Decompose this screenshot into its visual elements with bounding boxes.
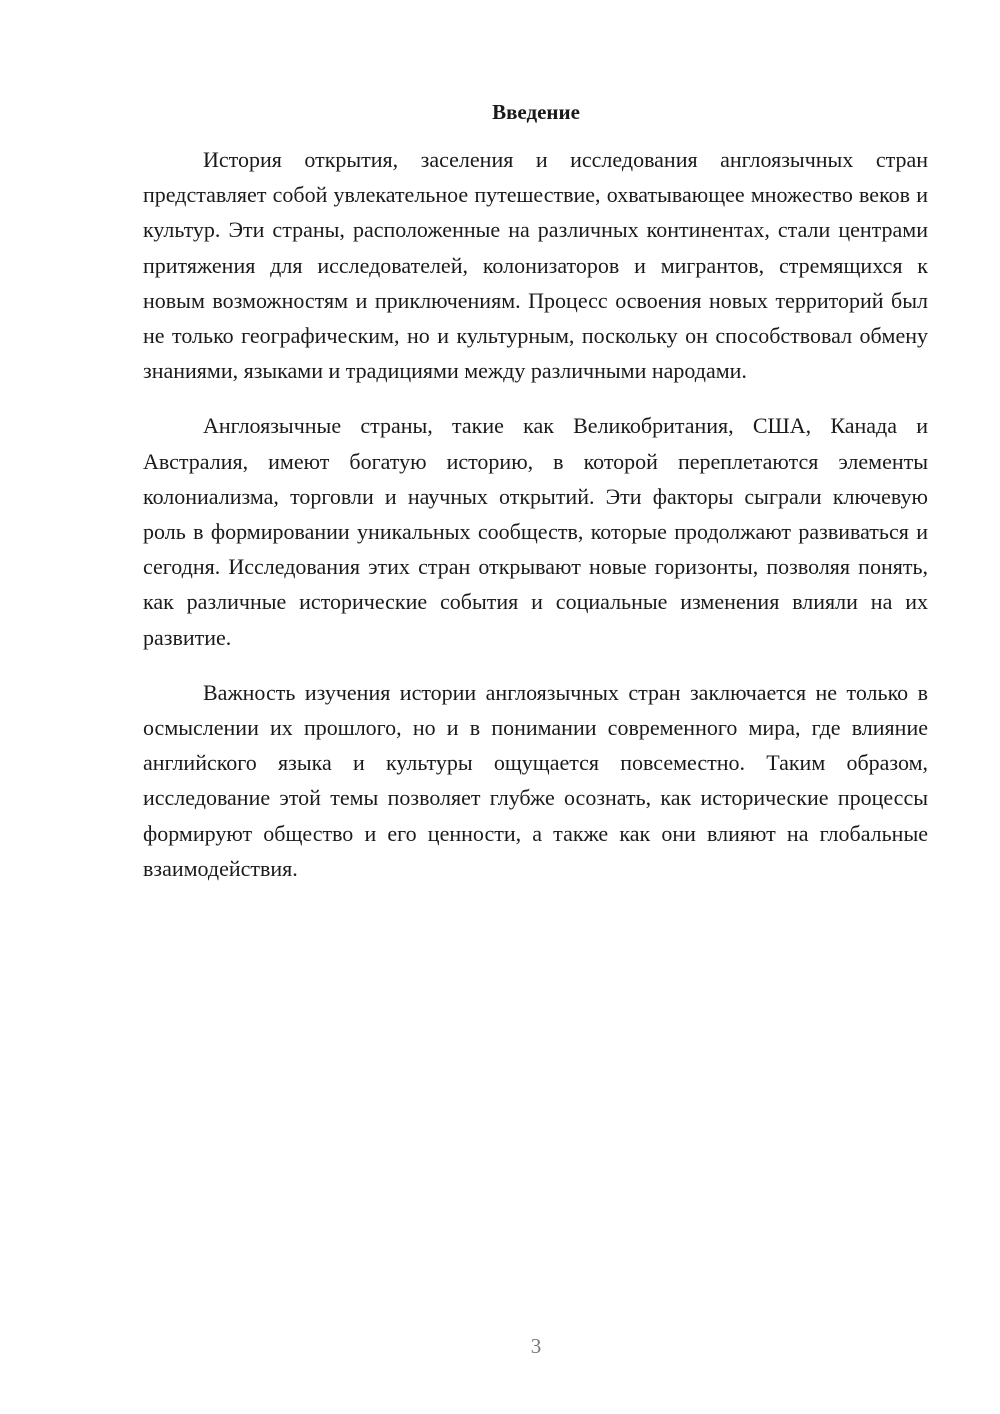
paragraph-1: История открытия, заселения и исследования англоязычных стран представляет собой увлекательное путешествие, охватывающее множество веков и культур. Эти страны, расположенные на различных континентах, стали центрами притяжения для исследователей, колонизаторов и мигрантов, стремящихся к новым возможностям и приключениям. Процесс освоения новых территорий был не только географическим, но и культурным, поскольку он способствовал обмену знаниями, языками и традициями между различными народами. — [143, 147, 928, 384]
paragraph-2: Англоязычные страны, такие как Великобритания, США, Канада и Австралия, имеют богатую историю, в которой переплетаются элементы колониализма, торговли и научных открытий. Эти факторы сыграли ключевую роль в формировании уникальных сообществ, которые продолжают развиваться и сегодня. Исследования этих стран открывают новые горизонты, позволяя понять, как различные исторические события и социальные изменения влияли на их развитие. — [143, 413, 928, 650]
paragraph-3: Важность изучения истории англоязычных стран заключается не только в осмыслении их прошлого, но и в понимании современного мира, где влияние английского языка и культуры ощущается повсеместно. Таким образом, исследование этой темы позволяет глубже осознать, как исторические процессы формируют общество и его ценности, а также как они влияют на глобальные взаимодействия. — [143, 679, 928, 881]
body-text — [143, 142, 928, 906]
page-number: 3 — [530, 1334, 542, 1358]
page-title: Введение — [492, 100, 580, 124]
